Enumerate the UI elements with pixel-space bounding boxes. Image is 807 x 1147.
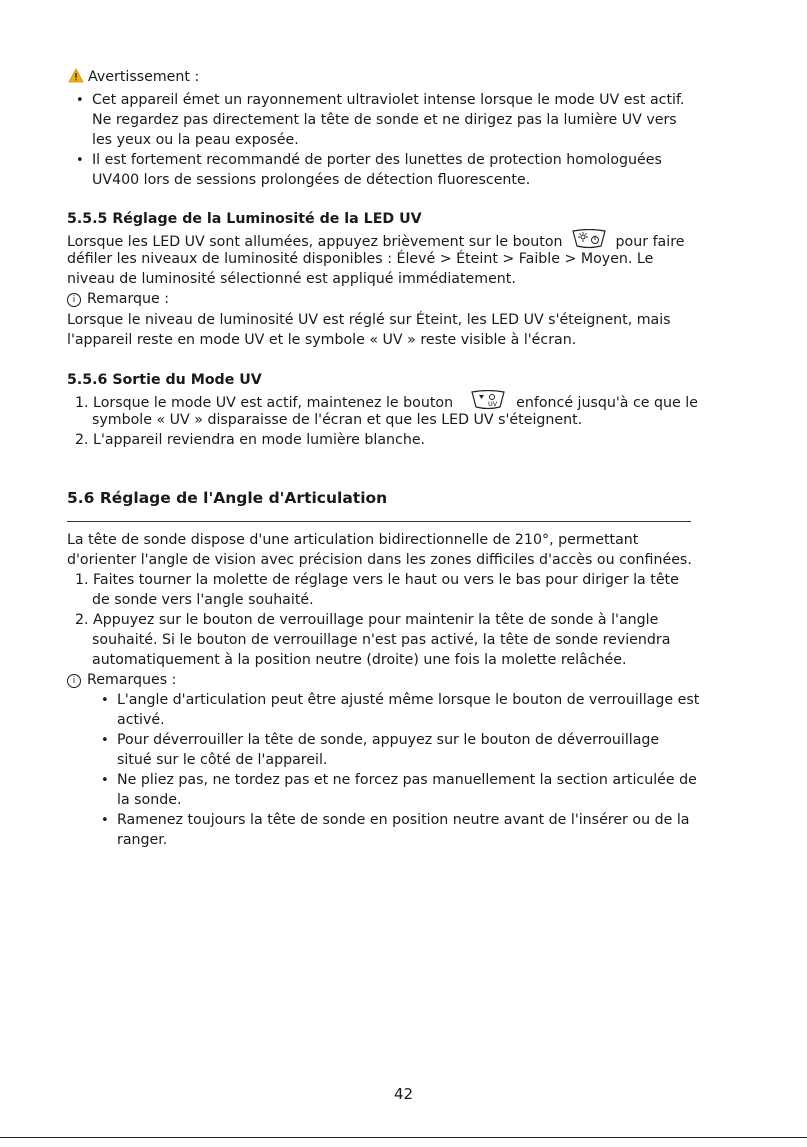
note-text: Ne pliez pas, ne tordez pas et ne forcez pas manuellement la section articulée de: [117, 772, 697, 788]
note-heading: [67, 289, 169, 309]
list-item-text: 2. Appuyez sur le bouton de verrouillage pour maintenir la tête de sonde à l'angle: [75, 612, 659, 628]
bullet-dot: •: [101, 773, 109, 788]
warning-text: les yeux ou la peau exposée.: [92, 132, 299, 148]
paragraph-text: La tête de sonde dispose d'une articulation bidirectionnelle de 210°, permettant: [67, 532, 639, 548]
section-heading: 5.5.6 Sortie du Mode UV: [67, 372, 262, 388]
paragraph-text: pour faire: [615, 234, 685, 250]
warning-text: UV400 lors de sessions prolongées de détection fluorescente.: [92, 172, 531, 188]
note-text: ranger.: [117, 832, 168, 848]
warning-text: Ne regardez pas directement la tête de sonde et ne dirigez pas la lumière UV vers: [92, 112, 677, 128]
info-icon: i: [67, 674, 81, 688]
bullet-dot: •: [76, 93, 84, 108]
warning-title: Avertissement :: [88, 69, 200, 85]
list-item-text: de sonde vers l'angle souhaité.: [92, 592, 314, 608]
list-item-text: 2. L'appareil reviendra en mode lumière blanche.: [75, 432, 426, 448]
note-text: L'angle d'articulation peut être ajusté même lorsque le bouton de verrouillage est: [117, 692, 700, 708]
paragraph-text: défiler les niveaux de luminosité disponibles : Élevé > Éteint > Faible > Moyen. Le: [67, 251, 654, 267]
note-heading: [67, 670, 176, 690]
note-title: Remarques :: [87, 672, 177, 688]
note-text: Ramenez toujours la tête de sonde en position neutre avant de l'insérer ou de la: [117, 812, 690, 828]
paragraph-text: Lorsque les LED UV sont allumées, appuyez brièvement sur le bouton: [67, 234, 563, 250]
note-text: Lorsque le niveau de luminosité UV est réglé sur Éteint, les LED UV s'éteignent, mais: [67, 312, 671, 328]
note-title: Remarque :: [87, 291, 170, 307]
note-text: activé.: [117, 712, 165, 728]
list-item-text: enfoncé jusqu'à ce que le: [516, 395, 698, 411]
note-text: la sonde.: [117, 792, 182, 808]
note-text: situé sur le côté de l'appareil.: [117, 752, 328, 768]
section-heading: 5.6 Réglage de l'Angle d'Articulation: [67, 489, 388, 507]
bullet-dot: •: [101, 693, 109, 708]
warning-text: Cet appareil émet un rayonnement ultraviolet intense lorsque le mode UV est actif.: [92, 92, 685, 108]
note-text: Pour déverrouiller la tête de sonde, appuyez sur le bouton de déverrouillage: [117, 732, 660, 748]
bullet-dot: •: [101, 733, 109, 748]
bullet-dot: •: [101, 813, 109, 828]
warning-text: Il est fortement recommandé de porter des lunettes de protection homologuées: [92, 152, 662, 168]
paragraph-text: niveau de luminosité sélectionné est appliqué immédiatement.: [67, 271, 516, 287]
list-item-text: automatiquement à la position neutre (droite) une fois la molette relâchée.: [92, 652, 627, 668]
divider: [67, 521, 691, 522]
list-item-text: symbole « UV » disparaisse de l'écran et que les LED UV s'éteignent.: [92, 412, 583, 428]
list-item-text: souhaité. Si le bouton de verrouillage n'est pas activé, la tête de sonde reviendra: [92, 632, 671, 648]
paragraph-text: d'orienter l'angle de vision avec précision dans les zones difficiles d'accès ou confinées.: [67, 552, 692, 568]
section-heading: 5.5.5 Réglage de la Luminosité de la LED UV: [67, 211, 422, 227]
uv-button-label: UV: [487, 400, 497, 408]
bullet-dot: •: [76, 153, 84, 168]
warning-triangle-icon: [68, 68, 84, 87]
page-number: 42: [393, 1085, 414, 1103]
info-icon: i: [67, 293, 81, 307]
list-item-text: 1. Faites tourner la molette de réglage vers le haut ou vers le bas pour diriger la tête: [75, 572, 679, 588]
note-text: l'appareil reste en mode UV et le symbole « UV » reste visible à l'écran.: [67, 332, 577, 348]
list-item-text: 1. Lorsque le mode UV est actif, maintenez le bouton: [75, 395, 454, 411]
footer-divider: [0, 1137, 807, 1138]
